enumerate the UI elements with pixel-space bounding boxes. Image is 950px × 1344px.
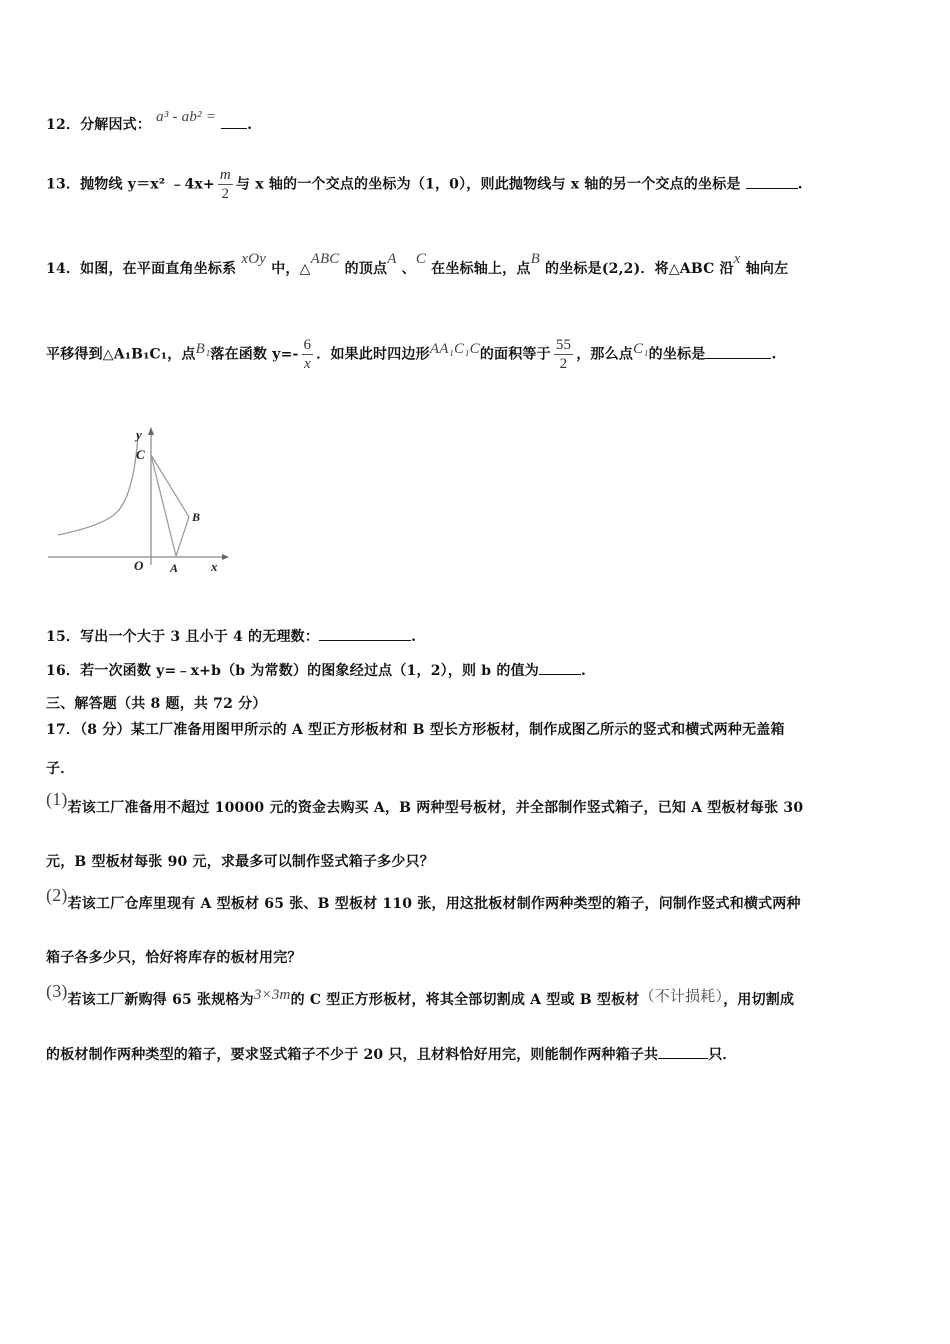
q14-text-5: 的坐标是(2,2)．将△ABC 沿 [545,261,734,277]
q15-end: . [411,629,417,645]
graph-label-o: O [134,558,144,573]
graph-label-a: A [170,561,179,575]
q17-part-1-line-2 [46,851,434,871]
q13-answer-blank[interactable] [746,176,798,189]
q16-end: . [580,663,587,679]
q17-part-2-line-2 [46,947,302,967]
q14-c: C [415,251,427,267]
hyperbola-curve [58,435,138,535]
q14b-prefix: 平移得到△A₁B₁C₁，点 [46,346,196,363]
segment-ba [176,517,189,556]
q14b-text-2: ．如果此时四边形 [316,346,430,363]
q14b-quad: AA₁C₁C [429,340,480,357]
q16-answer-blank[interactable] [539,662,581,675]
q14b-text-5: 的坐标是 [648,346,706,363]
q14b-frac1-den: x [303,356,311,372]
q13-body: 与 x 轴的一个交点的坐标为（1，0），则此抛物线与 x 轴的另一个交点的坐标是 [235,176,741,193]
question-17-line-1 [46,719,785,739]
x-axis-arrow [222,554,229,560]
q14-abc: ABC [310,251,340,267]
q14-xoy: xOy [241,251,267,267]
section-title-text: 三、解答题（共 8 题，共 72 分） [46,696,267,712]
question-12 [46,109,253,134]
q17-part-3-line-1 [46,981,795,1009]
q14-text-3: 、 [401,261,416,277]
q14b-b1: B₁ [195,340,211,357]
graph-label-y: y [136,427,142,442]
q17-part-3-text-c: ，用切割成 [723,992,795,1008]
q14b-fraction-6-over-x [302,336,314,373]
q15-text: 15．写出一个大于 3 且小于 4 的无理数： [46,629,320,645]
q14b-frac1-num: 6 [303,337,312,353]
q14b-text-4: ，那么点 [576,346,634,363]
q17-part-3-text-a: 若该工厂新购得 65 张规格为 [67,992,254,1008]
segment-ca [151,455,176,556]
q17-intro-cont: 子． [46,761,75,777]
q14-text-2: 的顶点 [344,261,388,277]
question-14-line-2 [46,336,777,373]
coordinate-graph-figure [46,425,231,575]
q14b-end: . [771,346,777,363]
graph-label-x: x [211,559,218,574]
q12-label: 12．分解因式： [46,117,152,133]
q17-part-2-text-cont: 箱子各多少只，恰好将库存的板材用完？ [46,950,302,966]
question-14-line-1 [46,251,789,278]
q17-intro: 17．（8 分）某工厂准备用图甲所示的 A 型正方形板材和 B 型长方形板材，制作成图乙所示的竖式和横式两种无盖箱 [46,722,785,738]
segment-cb [151,455,189,517]
q17-part-3-end: 只． [708,1047,737,1063]
q13-fraction-m-over-2 [218,166,233,203]
q14-a: A [387,251,397,267]
q12-answer-blank[interactable] [221,116,247,129]
q17-part-1-line-1 [46,789,804,817]
q12-end: . [247,117,253,133]
q17-part-3-text-b: 的 C 型正方形板材，将其全部切割成 A 型或 B 型板材 [290,992,640,1008]
q17-part-3-text-cont: 的板材制作两种类型的箱子，要求竖式箱子不少于 20 只，且材料恰好用完，则能制作两种箱子共 [46,1047,659,1063]
q14b-fraction-55-over-2 [554,336,573,373]
q13-frac-den: 2 [221,186,230,202]
section-title [46,693,267,713]
q17-part-3-size: 3×3m [253,987,291,1003]
question-15 [46,626,416,646]
q14b-text-3: 的面积等于 [479,346,551,363]
q15-answer-blank[interactable] [319,628,411,641]
graph-label-b: B [192,510,201,524]
q13-prefix: 13．抛物线 y＝x² ﹣4x+ [46,176,215,193]
q17-part-3-paren: （不计损耗） [639,989,724,1005]
q17-part-1-number: (1) [46,789,68,809]
q14b-c1: C₁ [633,340,649,357]
q17-part-3-answer-blank[interactable] [658,1046,708,1059]
q14-answer-blank[interactable] [705,346,771,359]
q14-prefix: 14．如图，在平面直角坐标系 [46,261,237,277]
q17-part-1-text-cont: 元，B 型板材每张 90 元，求最多可以制作竖式箱子多少只？ [46,854,434,870]
q14-text-4: 在坐标轴上，点 [431,261,531,277]
y-axis-arrow [148,427,154,435]
q14b-frac2-den: 2 [559,356,568,372]
q14-text-1: 中，△ [271,261,311,277]
q16-text: 16．若一次函数 y=﹣x+b（b 为常数）的图象经过点（1，2），则 b 的值为 [46,663,539,679]
q17-part-3-number: (3) [46,981,68,1001]
q17-part-2-number: (2) [46,885,68,905]
question-17-line-2 [46,758,74,778]
q14-b: B [530,251,540,267]
q13-frac-num: m [219,167,231,183]
q12-expression: a³ - ab² = [156,109,217,125]
q14-x: x [733,251,741,267]
q13-end: . [797,176,803,193]
question-16 [46,660,586,680]
q14b-text-1: 落在函数 y=- [210,346,299,363]
question-13 [46,166,803,203]
q17-part-3-line-2 [46,1044,737,1064]
q17-part-1-text: 若该工厂准备用不超过 10000 元的资金去购买 A，B 两种型号板材，并全部制作竖式箱子，已知 A 型板材每张 30 [67,800,804,816]
graph-label-c: C [136,447,145,462]
q14b-frac2-num: 55 [555,337,572,353]
q17-part-2-line-1 [46,885,801,913]
q14-text-6: 轴向左 [745,261,789,277]
q17-part-2-text: 若该工厂仓库里现有 A 型板材 65 张、B 型板材 110 张，用这批板材制作两种类型的箱子，问制作竖式和横式两种 [67,896,801,912]
